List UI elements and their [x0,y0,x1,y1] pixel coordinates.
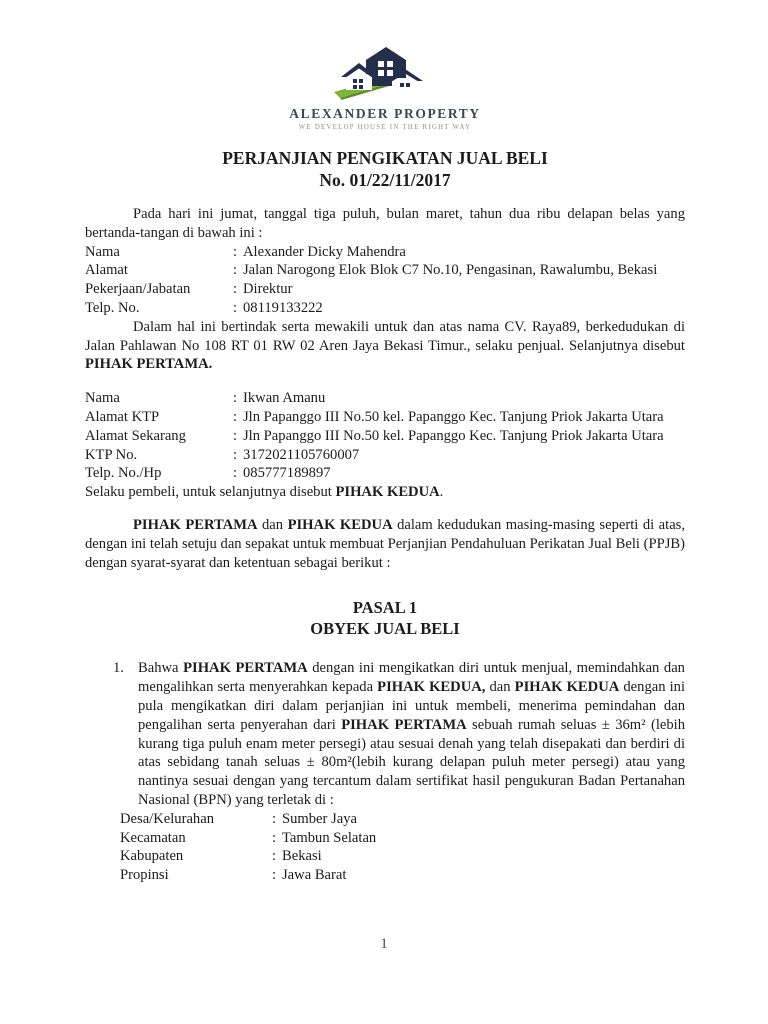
party2-details [85,389,685,483]
field-value: 085777189897 [243,465,331,482]
field-label: Pekerjaan/Jabatan [85,281,191,298]
party2-closing-line: Selaku pembeli, untuk selanjutnya disebut PIHAK KEDUA. [85,484,444,501]
field-label: Desa/Kelurahan [120,810,215,827]
page-number: 1 [380,936,388,952]
field-value: 3172021105760007 [243,446,360,463]
field-label: Kabupaten [120,848,184,865]
field-label: Telp. No./Hp [85,465,162,482]
field-row [120,847,685,866]
field-label: Alamat KTP [85,408,160,425]
document-title-block [85,147,685,191]
document-body [85,205,685,885]
field-row [85,408,685,427]
colon-separator: : [233,281,238,298]
field-label: Propinsi [120,867,169,884]
colon-separator: : [233,427,238,444]
colon-separator: : [233,262,238,279]
field-value: Jawa Barat [282,867,347,884]
field-label: Kecamatan [120,829,186,846]
colon-separator: : [272,829,277,846]
field-value: Sumber Jaya [282,810,357,827]
document-content [85,0,685,885]
field-label: Telp. No. [85,299,140,316]
field-row [120,866,685,885]
field-value: Bekasi [282,848,322,865]
section-subheading: OBYEK JUAL BELI [310,619,460,639]
field-value: Tambun Selatan [282,829,377,846]
colon-separator: : [233,299,238,316]
field-value: Jln Papanggo III No.50 kel. Papanggo Kec. Tanjung Priok Jakarta Utara [243,408,664,425]
intro-paragraph: Pada hari ini jumat, tanggal tiga puluh, bulan maret, tahun dua ribu delapan belas yang bertanda-tangan di bawah ini : [85,206,685,241]
section-heading: PASAL 1 [352,598,418,618]
field-value: Jalan Narogong Elok Blok C7 No.10, Pengasinan, Rawalumbu, Bekasi [243,262,658,279]
field-label: KTP No. [85,446,138,463]
field-row [85,299,685,318]
brand-tagline: WE DEVELOP HOUSE IN THE RIGHT WAY [298,124,472,131]
list-item-text: Bahwa PIHAK PERTAMA dengan ini mengikatkan diri untuk menjual, memindahkan dan mengalihkan serta menyerahkan kepada PIHAK KEDUA, dan PIHAK KEDUA dengan ini pula mengikatkan diri dalam perjanjian ini untuk membeli, menerima pemindahan dan pengalihan serta penyerahan dari PIHAK PERTAMA sebuah rumah seluas ± 36m² (lebih kurang tiga puluh enam meter persegi) atau sesuai denah yang telah disepakati dan berdiri di atas sebidang tanah seluas ± 80m²(lebih kurang delapan puluh meter persegi) atau yang nantinya sesuai dengan yang tercantum dalam sertifikat hasil pengukuran Badan Pertanahan Nasional (BPN) yang terletak di : [138,660,685,808]
colon-separator: : [233,446,238,463]
agreement-paragraph: PIHAK PERTAMA dan PIHAK KEDUA dalam kedudukan masing-masing seperti di atas, dengan ini telah setuju dan sepakat untuk membuat Perjanjian Pendahuluan Perikatan Jual Beli (PPJB) dengan syarat-syarat dan ketentuan sebagai berikut : [85,516,686,571]
location-details [120,810,685,885]
colon-separator: : [233,465,238,482]
brand-name: ALEXANDER PROPERTY [289,106,481,121]
field-row [120,810,685,829]
document-number: No. 01/22/11/2017 [319,170,451,190]
colon-separator: : [233,390,238,407]
field-row [85,389,685,408]
colon-separator: : [233,243,238,260]
company-logo [85,44,685,131]
field-row [120,829,685,848]
field-row [85,446,685,465]
field-row [85,280,685,299]
field-label: Nama [85,390,120,407]
houses-icon [327,44,443,100]
colon-separator: : [233,408,238,425]
field-row [85,243,685,262]
section-heading-block [85,597,685,639]
field-value: Jln Papanggo III No.50 kel. Papanggo Kec. Tanjung Priok Jakarta Utara [243,427,664,444]
field-value: Alexander Dicky Mahendra [243,243,406,260]
field-label: Nama [85,243,120,260]
colon-separator: : [272,848,277,865]
field-value: Ikwan Amanu [243,390,326,407]
field-row [85,427,685,446]
document-title: PERJANJIAN PENGIKATAN JUAL BELI [222,148,548,168]
field-label: Alamat Sekarang [85,427,186,444]
list-item-number: 1. [113,660,124,677]
colon-separator: : [272,810,277,827]
field-value: 08119133222 [243,299,323,316]
party1-closing-paragraph: Dalam hal ini bertindak serta mewakili untuk dan atas nama CV. Raya89, berkedudukan di Jalan Pahlawan No 108 RT 01 RW 02 Aren Jaya Bekasi Timur., selaku penjual. Selanjutnya disebut PIHAK PERTAMA. [85,318,685,373]
field-row [85,464,685,483]
colon-separator: : [272,867,277,884]
field-label: Alamat [85,262,128,279]
field-value: Direktur [243,281,293,298]
field-row [85,261,685,280]
party1-details [85,243,685,318]
list-item [85,659,685,809]
